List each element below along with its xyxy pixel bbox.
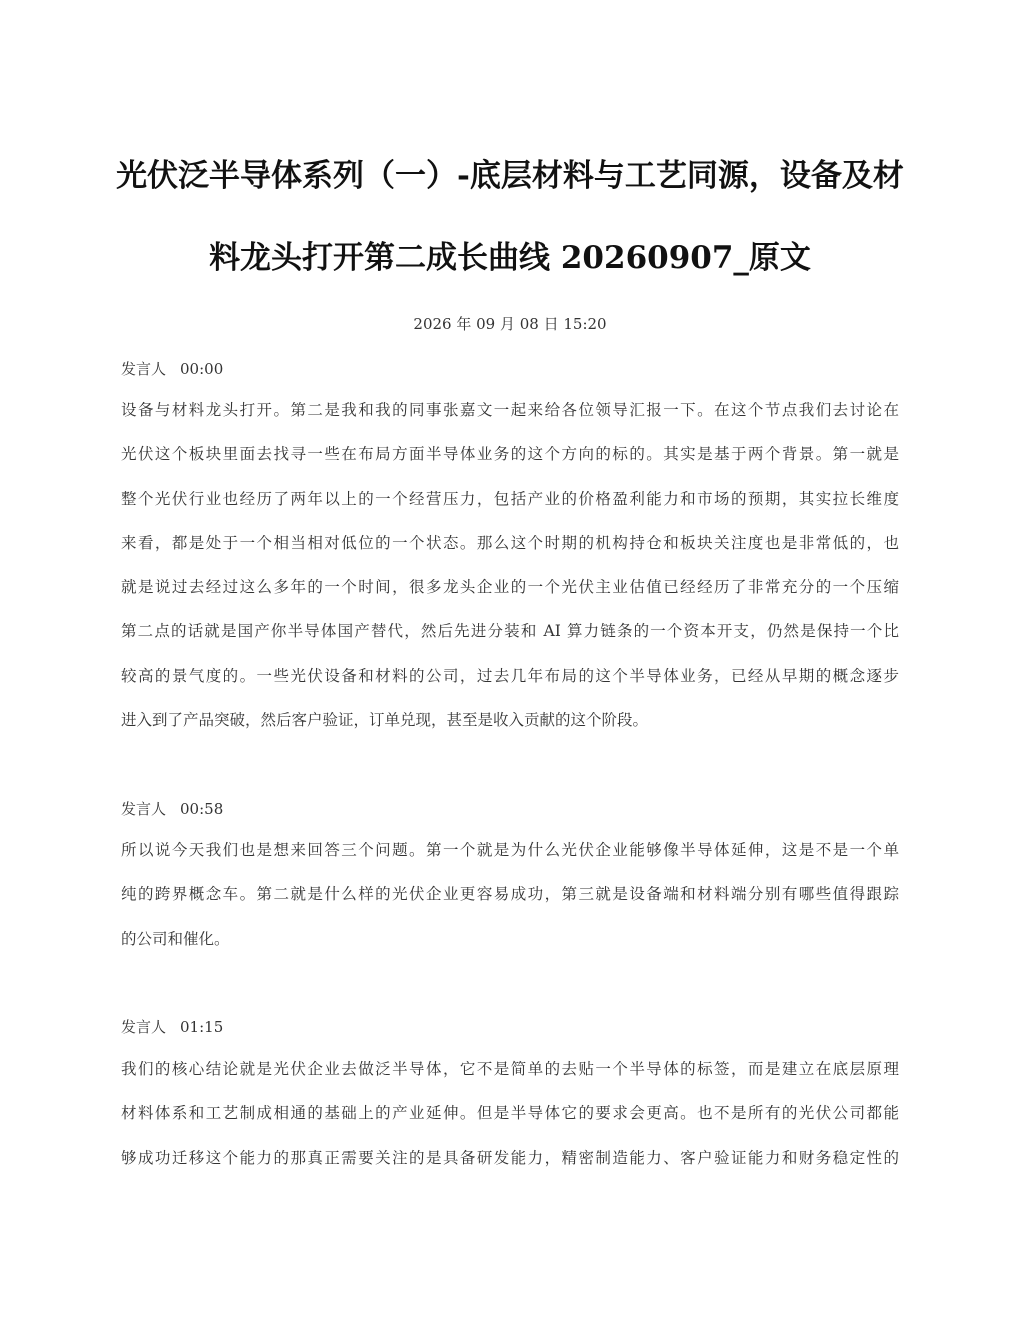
paragraph-line: 较高的景气度的。一些光伏设备和材料的公司，过去几年布局的这个半导体业务，已经从早期的概念逐步 (121, 666, 899, 685)
paragraph-line: 我们的核心结论就是光伏企业去做泛半导体，它不是简单的去贴一个半导体的标签，而是建立在底层原理 (121, 1060, 899, 1078)
speaker-timestamp: 01:15 (180, 1018, 224, 1036)
paragraph-line: 进入到了产品突破，然后客户验证，订单兑现，甚至是收入贡献的这个阶段。 (121, 711, 649, 730)
transcript-paragraph (121, 1058, 899, 1191)
speaker-header (121, 798, 223, 819)
document-title-line-2: 料龙头打开第二成长曲线 20260907_原文 (209, 240, 811, 276)
transcript-paragraph (121, 839, 899, 972)
paragraph-line: 材料体系和工艺制成相通的基础上的产业延伸。但是半导体它的要求会更高。也不是所有的光伏公司都能 (121, 1104, 899, 1123)
speaker-timestamp: 00:00 (180, 360, 224, 378)
transcript-paragraph (121, 399, 899, 753)
speaker-header (121, 358, 223, 379)
paragraph-line: 就是说过去经过这么多年的一个时间，很多龙头企业的一个光伏主业估值已经经历了非常充分的一个压缩 (121, 578, 899, 597)
speaker-name: 发言人 (121, 360, 167, 378)
paragraph-line: 的公司和催化。 (121, 929, 230, 948)
speaker-header (121, 1016, 223, 1037)
paragraph-line: 够成功迁移这个能力的那真正需要关注的是具备研发能力，精密制造能力、客户验证能力和财务稳定性的 (121, 1148, 899, 1167)
paragraph-line: 纯的跨界概念车。第二就是什么样的光伏企业更容易成功，第三就是设备端和材料端分别有哪些值得跟踪 (121, 885, 899, 904)
paragraph-line: 光伏这个板块里面去找寻一些在布局方面半导体业务的这个方向的标的。其实是基于两个背景。第一就是 (121, 445, 899, 464)
document-date: 2026 年 09 月 08 日 15:20 (413, 315, 607, 333)
speaker-timestamp: 00:58 (180, 800, 224, 818)
paragraph-line: 整个光伏行业也经历了两年以上的一个经营压力，包括产业的价格盈利能力和市场的预期，其实拉长维度 (121, 489, 899, 508)
paragraph-line: 设备与材料龙头打开。第二是我和我的同事张嘉文一起来给各位领导汇报一下。在这个节点我们去讨论在 (121, 401, 899, 419)
speaker-name: 发言人 (121, 800, 167, 818)
document-title-line-1: 光伏泛半导体系列（一）-底层材料与工艺同源，设备及材 (116, 158, 904, 194)
speaker-name: 发言人 (121, 1018, 167, 1036)
paragraph-line: 所以说今天我们也是想来回答三个问题。第一个就是为什么光伏企业能够像半导体延伸，这是不是一个单 (121, 841, 899, 859)
paragraph-line: 第二点的话就是国产你半导体国产替代，然后先进分装和 AI 算力链条的一个资本开支，仍然是保持一个比 (121, 622, 899, 641)
paragraph-line: 来看，都是处于一个相当相对低位的一个状态。那么这个时期的机构持仓和板块关注度也是非常低的，也 (121, 533, 899, 552)
